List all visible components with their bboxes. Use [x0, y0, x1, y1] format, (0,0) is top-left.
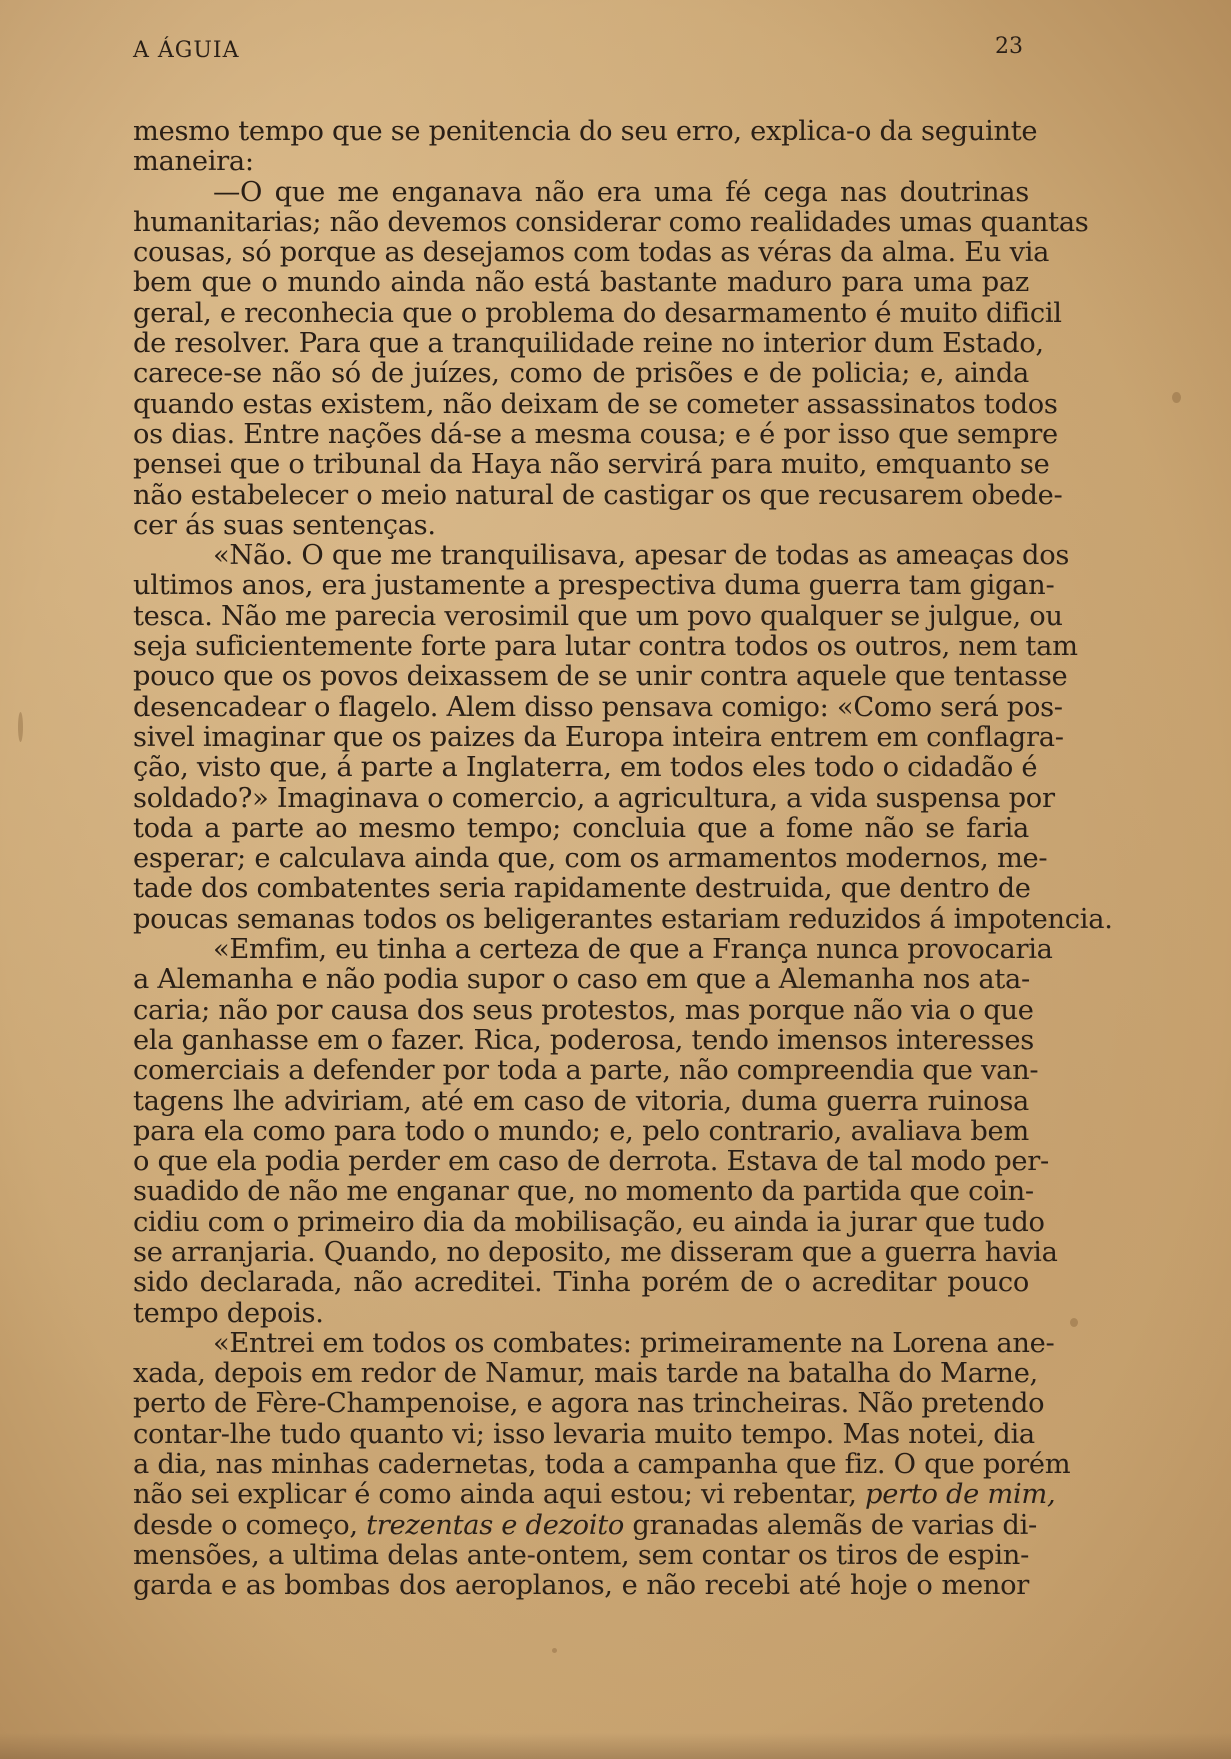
text-line: contar-lhe tudo quanto vi; isso levaria muito tempo. Mas notei, dia [133, 1418, 1035, 1450]
text-line: soldado?» Imaginava o comercio, a agricultura, a vida suspensa por [133, 782, 1055, 814]
text-line: tempo depois. [133, 1297, 324, 1329]
text-line: geral, e reconhecia que o problema do desarmamento é muito dificil [133, 297, 1062, 329]
text-segment: desde o começo, [133, 1509, 367, 1541]
text-line: para ela como para todo o mundo; e, pelo contrario, avaliava bem [133, 1115, 1029, 1147]
text-line: «Não. O que me tranquilisava, apesar de todas as ameaças dos [213, 540, 1070, 572]
text-line: tesca. Não me parecia verosimil que um povo qualquer se julgue, ou [133, 600, 1063, 632]
text-line: comerciais a defender por toda a parte, não compreendia que van- [133, 1055, 1039, 1087]
text-line: «Emfim, eu tinha a certeza de que a França nunca provocaria [213, 934, 1053, 966]
text-line: mesmo tempo que se penitencia do seu erro, explica-o da seguinte [133, 116, 1038, 147]
text-line: esperar; e calculava ainda que, com os armamentos modernos, me- [133, 843, 1048, 875]
text-line: —O que me enganava não era uma fé cega nas doutrinas [213, 176, 1029, 208]
text-line: quando estas existem, não deixam de se cometer assassinatos todos [133, 388, 1058, 420]
text-line-with-italic [133, 1479, 1056, 1511]
text-line: ela ganhasse em o fazer. Rica, poderosa, tendo imensos interesses [133, 1024, 1034, 1056]
running-header [133, 34, 1023, 72]
text-line: de resolver. Para que a tranquilidade reine no interior dum Estado, [133, 328, 1044, 360]
page-number: 23 [995, 34, 1023, 59]
text-line: cidiu com o primeiro dia da mobilisação, eu ainda ia jurar que tudo [133, 1206, 1045, 1238]
body-text [133, 116, 1113, 1602]
text-line-with-italic [133, 1509, 1037, 1541]
text-line: a Alemanha e não podia supor o caso em que a Alemanha nos ata- [133, 964, 1030, 996]
text-segment: não sei explicar é como ainda aqui estou; vi rebentar, [133, 1479, 866, 1511]
paper-spot [1070, 1318, 1078, 1327]
text-line: cousas, só porque as desejamos com todas as véras da alma. Eu via [133, 237, 1050, 269]
text-line: carece-se não só de juízes, como de prisões e de policia; e, ainda [133, 358, 1029, 390]
text-line: humanitarias; não devemos considerar como realidades umas quantas [133, 206, 1089, 238]
paper-spot [552, 1648, 557, 1653]
journal-title: A ÁGUIA [133, 38, 240, 63]
text-line: os dias. Entre nações dá-se a mesma cousa; e é por isso que sempre [133, 418, 1058, 450]
text-line: sivel imaginar que os paizes da Europa inteira entrem em conflagra- [133, 721, 1064, 753]
text-line: caria; não por causa dos seus protestos, mas porque não via o que [133, 994, 1034, 1026]
page-edge-shadow [0, 1733, 1231, 1759]
text-line: perto de Fère-Champenoise, e agora nas trincheiras. Não pretendo [133, 1388, 1045, 1420]
text-line: cer ás suas sentenças. [133, 509, 436, 541]
text-line: bem que o mundo ainda não está bastante maduro para uma paz [133, 267, 1029, 299]
text-line: sido declarada, não acreditei. Tinha porém de o acreditar pouco [133, 1267, 1029, 1299]
text-line: suadido de não me enganar que, no momento da partida que coin- [133, 1176, 1034, 1208]
italic-emphasis: trezentas e dezoito [366, 1509, 625, 1541]
paper-spot [18, 712, 23, 742]
text-line: maneira: [133, 146, 254, 178]
text-line: desencadear o flagelo. Alem disso pensava comigo: «Como será pos- [133, 691, 1063, 723]
text-line: toda a parte ao mesmo tempo; concluia que a fome não se faria [133, 812, 1029, 844]
text-line: poucas semanas todos os beligerantes estariam reduzidos á impotencia. [133, 903, 1113, 935]
text-line: se arranjaria. Quando, no deposito, me disseram que a guerra havia [133, 1236, 1058, 1268]
paper-spot [1172, 392, 1181, 403]
text-line: pouco que os povos deixassem de se unir contra aquele que tentasse [133, 661, 1068, 693]
text-line: não estabelecer o meio natural de castigar os que recusarem obede- [133, 479, 1063, 511]
text-line: ção, visto que, á parte a Inglaterra, em todos eles todo o cidadão é [133, 752, 1038, 784]
text-segment: granadas alemãs de varias di- [624, 1509, 1037, 1541]
text-line: ultimos anos, era justamente a prespectiva duma guerra tam gigan- [133, 570, 1055, 602]
text-line: tagens lhe adviriam, até em caso de vitoria, duma guerra ruinosa [133, 1085, 1029, 1117]
text-line: o que ela podia perder em caso de derrota. Estava de tal modo per- [133, 1146, 1049, 1178]
text-line: pensei que o tribunal da Haya não servirá para muito, emquanto se [133, 449, 1050, 481]
text-line: tade dos combatentes seria rapidamente destruida, que dentro de [133, 873, 1031, 905]
text-line: a dia, nas minhas cadernetas, toda a campanha que fiz. O que porém [133, 1449, 1071, 1481]
text-line: xada, depois em redor de Namur, mais tarde na batalha do Marne, [133, 1358, 1038, 1390]
text-line: seja suficientemente forte para lutar contra todos os outros, nem tam [133, 631, 1078, 663]
text-line: mensões, a ultima delas ante-ontem, sem contar os tiros de espin- [133, 1539, 1029, 1571]
text-line: «Entrei em todos os combates: primeiramente na Lorena ane- [213, 1327, 1055, 1359]
italic-emphasis: perto de mim, [865, 1479, 1056, 1511]
text-line: garda e as bombas dos aeroplanos, e não recebi até hoje o menor [133, 1570, 1029, 1602]
